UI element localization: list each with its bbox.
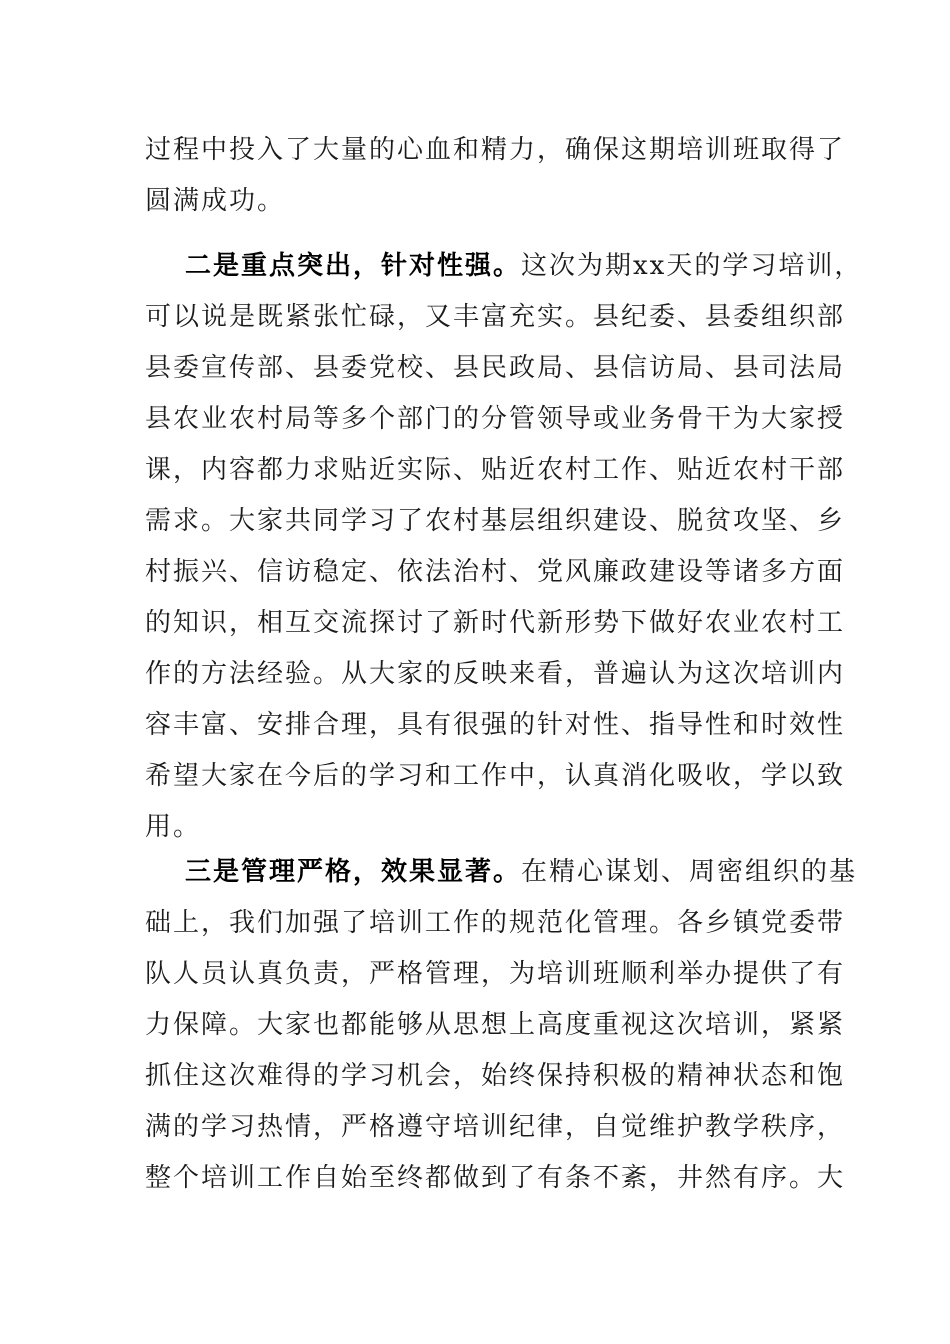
text-line: 县农业农村局等多个部门的分管领导或业务骨干为大家授 [145,404,846,434]
text-line: 队人员认真负责，严格管理，为培训班顺利举办提供了有 [145,959,846,989]
paragraph-lead-heading: 二是重点突出，针对性强。 [185,251,522,281]
text-line: 用。 [145,812,202,842]
text-line: 可以说是既紧张忙碌，又丰富充实。县纪委、县委组织部 [145,302,846,332]
text-line: 整个培训工作自始至终都做到了有条不紊，井然有序。大 [145,1163,846,1193]
text-line: 的知识，相互交流探讨了新时代新形势下做好农业农村工 [145,608,846,638]
text-line: 村振兴、信访稳定、依法治村、党风廉政建设等诸多方面 [145,557,846,587]
text-line: 力保障。大家也都能够从思想上高度重视这次培训，紧紧 [145,1010,846,1040]
text-run: 这次为期xx天的学习培训， [521,251,863,281]
text-line: 容丰富、安排合理，具有很强的针对性、指导性和时效性 [145,710,846,740]
text-line: 满的学习热情，严格遵守培训纪律，自觉维护教学秩序， [145,1112,846,1142]
text-line: 县委宣传部、县委党校、县民政局、县信访局、县司法局 [145,353,846,383]
paragraph-management [145,847,858,1204]
paragraph-continuation [145,125,846,227]
paragraph-focus [145,241,863,853]
text-line: 需求。大家共同学习了农村基层组织建设、脱贫攻坚、乡 [145,506,846,536]
text-line: 过程中投入了大量的心血和精力，确保这期培训班取得了 [145,135,846,165]
text-run: 在精心谋划、周密组织的基 [521,857,858,887]
paragraph-first-line [145,241,863,292]
paragraph-first-line [145,847,858,898]
text-line: 课，内容都力求贴近实际、贴近农村工作、贴近农村干部 [145,455,846,485]
paragraph-lead-heading: 三是管理严格，效果显著。 [185,857,522,887]
text-line: 圆满成功。 [145,186,286,216]
text-line: 希望大家在今后的学习和工作中，认真消化吸收，学以致 [145,761,846,791]
text-line: 础上，我们加强了培训工作的规范化管理。各乡镇党委带 [145,908,846,938]
text-line: 抓住这次难得的学习机会，始终保持积极的精神状态和饱 [145,1061,846,1091]
text-line: 作的方法经验。从大家的反映来看，普遍认为这次培训内 [145,659,846,689]
